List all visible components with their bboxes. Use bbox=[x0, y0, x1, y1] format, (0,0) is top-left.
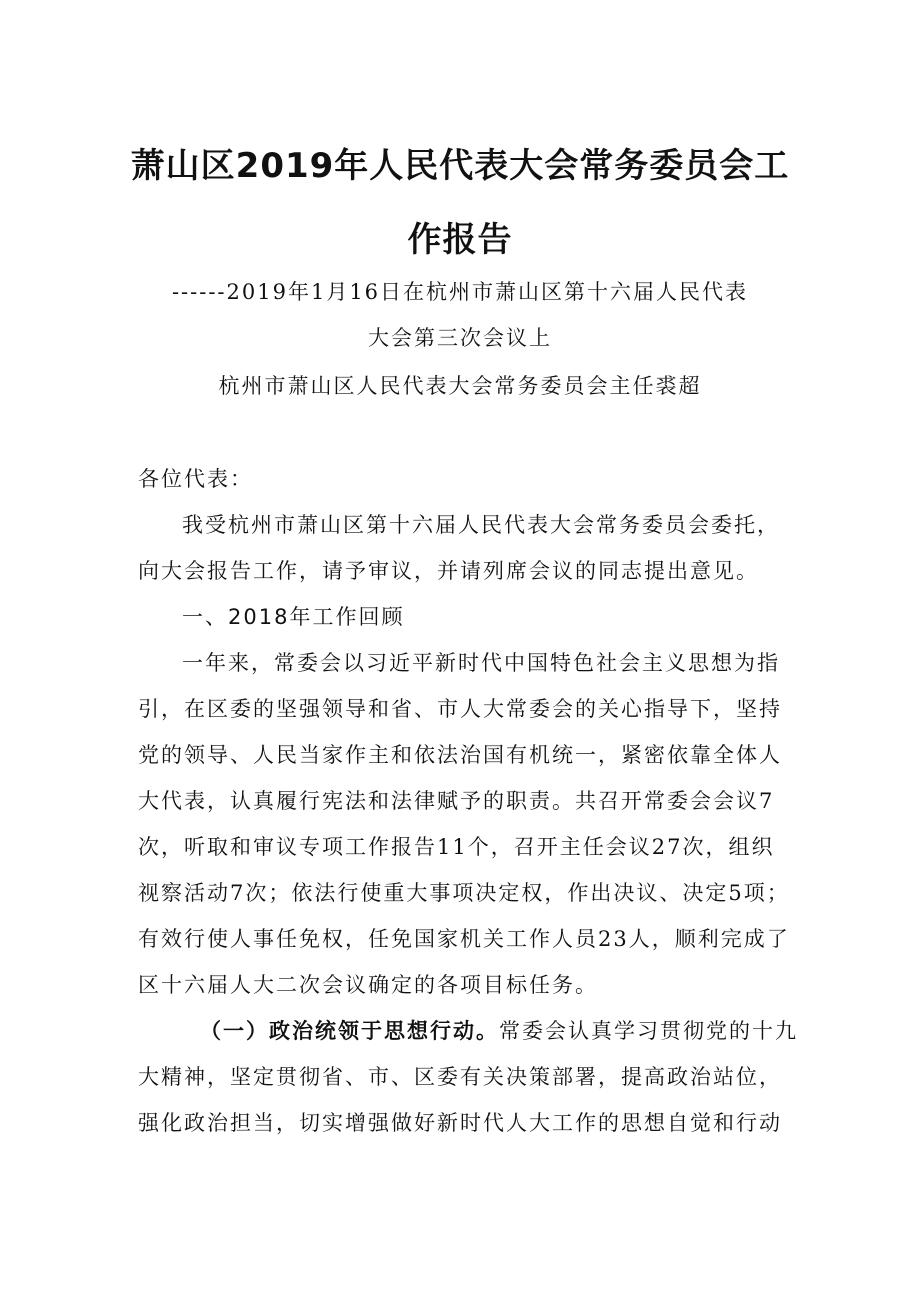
document-title-line-2: 作报告 bbox=[407, 220, 513, 260]
section-para-line-3: 党的领导、人民当家作主和依法治国有机统一，紧密依靠全体人 bbox=[138, 743, 782, 767]
section-para-line-6: 视察活动7次；依法行使重大事项决定权，作出决议、决定5项； bbox=[138, 881, 790, 905]
intro-line-1: 我受杭州市萧山区第十六届人民代表大会常务委员会委托， bbox=[182, 513, 780, 537]
subsection-line-3: 强化政治担当，切实增强做好新时代人大工作的思想自觉和行动 bbox=[138, 1111, 782, 1135]
subsection-heading: （一）政治统领于思想行动。 bbox=[200, 1019, 499, 1043]
subsection-text-start: 常委会认真学习贯彻党的十九 bbox=[499, 1019, 798, 1043]
subsection-line-1 bbox=[200, 1016, 800, 1046]
section-para-line-4: 大代表，认真履行宪法和法律赋予的职责。共召开常委会会议7 bbox=[138, 789, 775, 813]
section-para-line-2: 引，在区委的坚强领导和省、市人大常委会的关心指导下，坚持 bbox=[138, 697, 782, 721]
subtitle-line-1: ------2019年1月16日在杭州市萧山区第十六届人民代表 bbox=[171, 280, 749, 304]
section-para-line-8: 区十六届人大二次会议确定的各项目标任务。 bbox=[138, 973, 598, 997]
subtitle-line-2: 大会第三次会议上 bbox=[368, 326, 552, 350]
document-title-line-1: 萧山区2019年人民代表大会常务委员会工 bbox=[130, 146, 790, 186]
section-para-line-1: 一年来，常委会以习近平新时代中国特色社会主义思想为指 bbox=[182, 651, 780, 675]
subtitle-line-3: 杭州市萧山区人民代表大会常务委员会主任裘超 bbox=[218, 374, 702, 398]
intro-line-2: 向大会报告工作，请予审议，并请列席会议的同志提出意见。 bbox=[138, 559, 759, 583]
subsection-line-2: 大精神，坚定贯彻省、市、区委有关决策部署，提高政治站位， bbox=[138, 1065, 782, 1089]
section-heading: 一、2018年工作回顾 bbox=[182, 605, 405, 629]
section-para-line-5: 次，听取和审议专项工作报告11个，召开主任会议27次，组织 bbox=[138, 835, 775, 859]
section-para-line-7: 有效行使人事任免权，任免国家机关工作人员23人，顺利完成了 bbox=[138, 927, 790, 951]
salutation: 各位代表： bbox=[138, 467, 253, 491]
